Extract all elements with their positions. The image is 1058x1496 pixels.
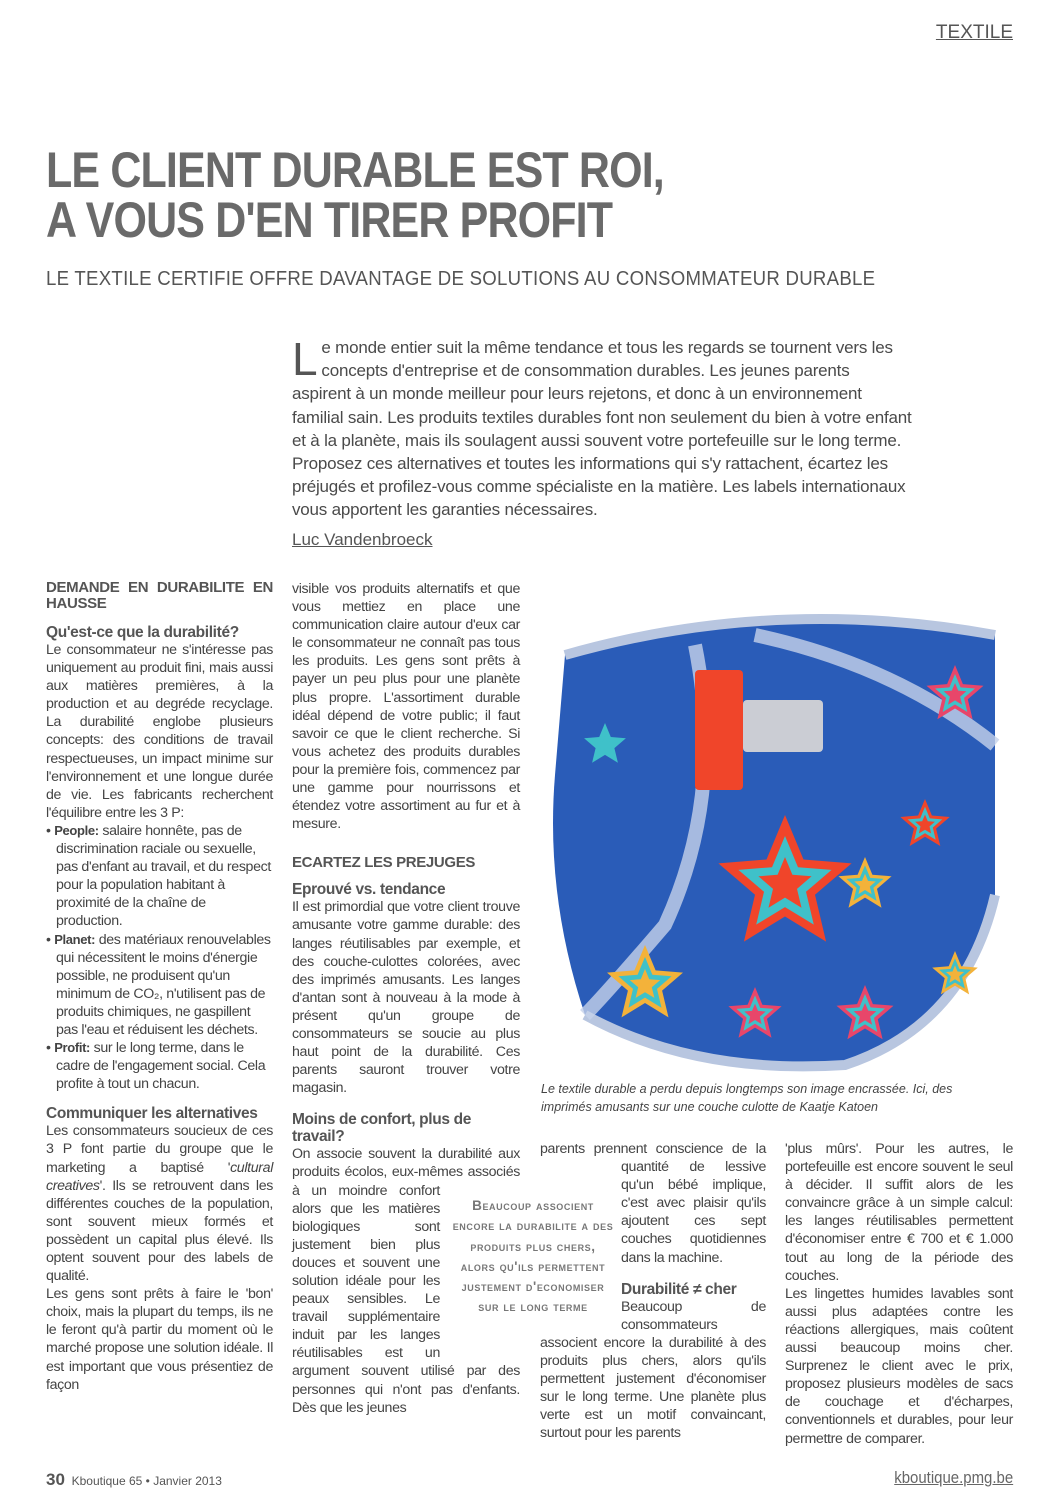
subheading: Moins de confort, plus de travail? — [292, 1111, 471, 1146]
emphasis: cultural creatives — [46, 1159, 273, 1194]
bullet-text: salaire honnête, pas de discrimination raciale ou sexuelle, pas d'enfant au travail, et du respect pour la population habitant à proximité de la chaîne de production. — [56, 822, 271, 930]
bullet-label: Profit: — [54, 1040, 91, 1056]
subheading: Communiquer les alternatives — [46, 1105, 258, 1123]
column-4 — [785, 1140, 1013, 1448]
pull-quote-reserve — [540, 1176, 621, 1324]
section-heading: ECARTEZ LES PREJUGES — [292, 854, 476, 872]
text: des produits plus chers, alors qu'ils permettent justement d'économiser sur le long terme. Une planète plus verte est un motif convaincant, surtout pour les parents — [540, 1334, 766, 1442]
diaper-photo — [545, 595, 1017, 1073]
text: On associe souvent la durabilité aux produits écolos, eux-mêmes associés à un moindre confort alors que les matières biologiques sont justement bien plus douces et souvent une solution idéale pour les peaux — [292, 1146, 520, 1308]
issue-info: Kboutique 65 • Janvier 2013 — [71, 1474, 222, 1488]
paragraph: Les lingettes humides lavables sont aussi plus adaptées contre les réactions allergiques, mais coûtent aussi beaucoup moins cher. Surprenez le client avec le prix, proposez plusieurs modèles de sacs de couchage et d'écharpes, conventionnels et durables, pour leur permettre de comparer. — [785, 1285, 1013, 1447]
title-line: LE CLIENT DURABLE EST ROI, — [46, 142, 664, 198]
page-title — [46, 142, 664, 248]
text: implique, c'est avec plaisir qu'ils ajoutent ces sept couches quotidiennes dans la machine. — [621, 1177, 767, 1266]
paragraph: Les gens sont prêts à faire le 'bon' choix, mais la plupart du temps, ils ne le feront qu'à partir du moment où le marché propose une solution idéale. Il est important que vous présentiez de façon — [46, 1286, 273, 1393]
column-1 — [46, 580, 273, 1394]
footer-url-link[interactable]: kboutique.pmg.be — [894, 1468, 1013, 1487]
subheading: Eprouvé vs. tendance — [292, 881, 446, 899]
subtitle: LE TEXTILE CERTIFIE OFFRE DAVANTAGE DE SOLUTIONS AU CONSOMMATEUR DURABLE — [46, 268, 876, 290]
bullet-label: People: — [54, 822, 99, 838]
section-tag: TEXTILE — [935, 22, 1013, 43]
paragraph: 'plus mûrs'. Pour les autres, le portefeuille est encore souvent le seul à décider. Il suffit alors de les convaincre grâce à un simple calcul: les langes réutilisables permettent d'économiser entre € 700 et € 1.000 tout au long de la période des couches. — [785, 1141, 1013, 1284]
title-line: A VOUS D'EN TIRER PROFIT — [46, 192, 613, 248]
paragraph: Le consommateur ne s'intéresse pas uniquement au produit fini, mais aussi aux matières premières, à la production et au degréde recyclage. La durabilité englobe plusieurs concepts: des conditions de travail respectueuses, un impact minime sur l'environnement et une longue durée de vie. Les fabricants recherchent l'équilibre entre les 3 P: — [46, 642, 273, 821]
intro-text: e monde entier suit la même tendance et tous les regards se tournent vers les concepts d'entreprise et de consommation durables. Les jeunes parents aspirent à un monde meilleur pour leurs rejetons, et donc à un environnement familial sain. Les produits textiles durables font non seulement du bien à votre enfant et à la planète, mais ils soulagent aussi souvent votre portefeuille sur le long terme. Proposez ces alternatives et toutes les informations qui s'y rattachent, écartez les préjugés et profilez-vous comme spécialiste en la matière. Les labels internationaux vous apportent les garanties nécessaires. — [292, 338, 912, 520]
author-byline: Luc Vandenbroeck — [292, 530, 433, 549]
text: parents prennent conscience de la quantité de lessive qu'un bébé — [540, 1141, 766, 1194]
text: '. Ils se retrouvent dans les différentes couches de la population, sont souvent mieux formés et possèdent un capital plus élevé. Ils optent souvent pour des labels de qualité. — [46, 1177, 273, 1285]
bullet-item: • Planet: des matériaux renouvelables qui nécessitent le moins d'énergie possible, ne produisent qu'un minimum de CO₂, n'utilisent pas de produits chimiques, ne gaspillent pas l'eau et réduisent les déchets. — [46, 931, 271, 1038]
intro-paragraph — [292, 333, 912, 522]
bullet-item: • People: salaire honnête, pas de discrimination raciale ou sexuelle, pas d'enfant au travail, et du respect pour la population habitant à proximité de la chaîne de production. — [46, 822, 271, 930]
text: Beaucoup de consommateurs associent encore la durabilité à — [540, 1298, 766, 1351]
drop-cap: L — [292, 333, 318, 385]
page-number: 30 — [46, 1470, 65, 1489]
text: sensibles. Le travail supplémentaire induit par les langes réutilisables est un argument souvent utilisé par des personnes qui n'ont pas d'enfants. Dès que les jeunes — [292, 1291, 520, 1416]
photo-caption: Le textile durable a perdu depuis longtemps son image encrassée. Ici, des imprimés amusants sur une couche culotte de Kaatje Katoen — [541, 1082, 953, 1114]
text: Les consommateurs soucieux de ces 3 P font partie du groupe que le marketing a baptisé ' — [46, 1123, 273, 1176]
paragraph — [46, 1122, 273, 1285]
subheading: Qu'est-ce que la durabilité? — [46, 624, 239, 641]
velcro-tab — [695, 670, 743, 790]
pull-quote: Beaucoup associent encore la durabilite a des produits plus chers, alors qu'ils permettent justement d'economiser sur le long terme — [452, 1198, 614, 1315]
bullet-text: sur le long terme, dans le cadre de l'engagement social. Cela profite à tout un chacun. — [56, 1040, 266, 1093]
paragraph: visible vos produits alternatifs et que vous mettiez en place une communication claire autour d'eux car le consommateur ne connaît pas tous les produits. Les gens sont prêts à payer un peu plus pour une planète plus propre. L'assortiment durable idéal dépend de votre public; il faut savoir ce que le client recherche. Si vous achetez des produits durables pour la première fois, commencez par une gamme pour nourrissons et étendez votre assortiment au fur et à mesure. — [292, 581, 520, 833]
footer-issue — [46, 1470, 222, 1490]
column-3 — [540, 1140, 766, 1442]
bullet-text: des matériaux renouvelables qui nécessitent le moins d'énergie possible, ne produisent qu'un minimum de CO₂, n'utilisent pas de produits chimiques, ne gaspillent pas l'eau et réduisent les déchets. — [56, 931, 271, 1038]
bullet-label: Planet: — [54, 931, 96, 947]
bullet-item: • Profit: sur le long terme, dans le cadre de l'engagement social. Cela profite à tout un chacun. — [46, 1040, 266, 1093]
section-heading: DEMANDE EN DURABILITE EN HAUSSE — [46, 579, 273, 612]
subheading: Durabilité ≠ cher — [621, 1280, 737, 1298]
paragraph: Il est primordial que votre client trouve amusante votre gamme durable: des langes réutilisables par exemple, et des couche-culottes colorées, avec des imprimés amusants. Les langes d'antan sont à nouveau à la mode à présent qu'un groupe de consommateurs se soucie au plus haut point de la durabilité. Ces parents sauront trouver votre magasin. — [292, 899, 520, 1097]
